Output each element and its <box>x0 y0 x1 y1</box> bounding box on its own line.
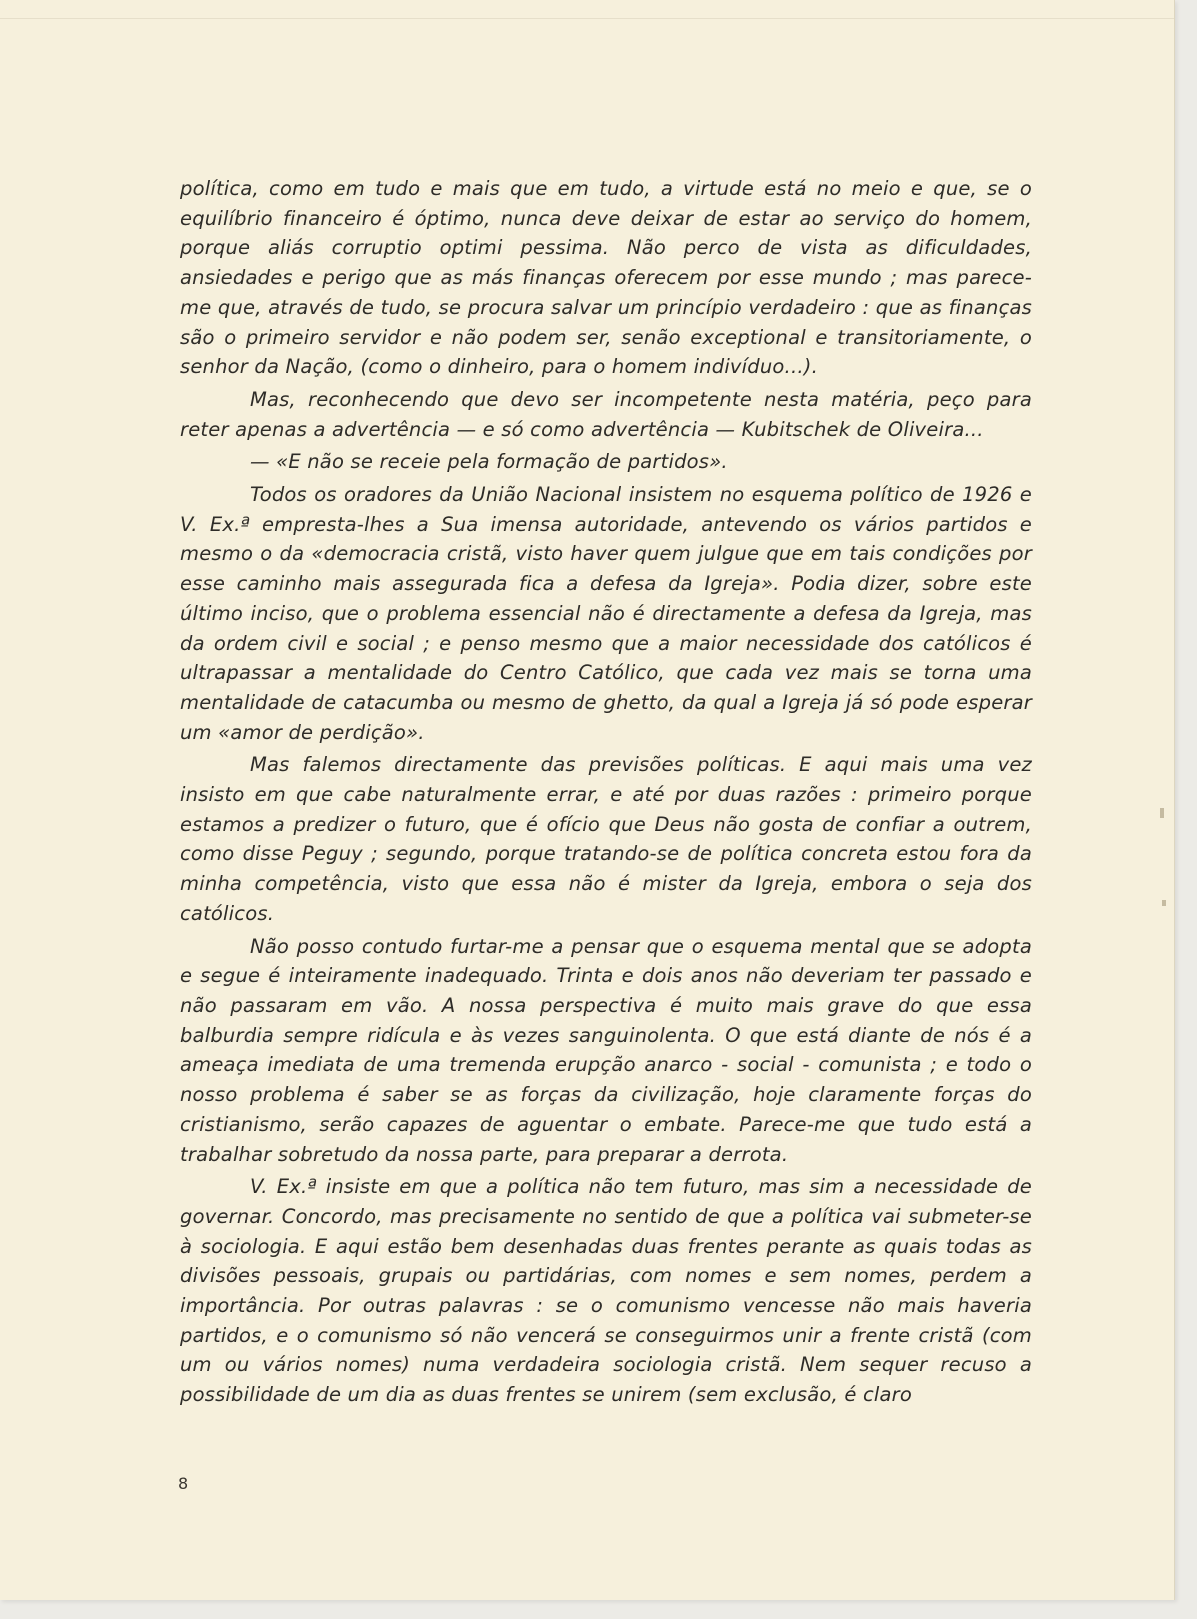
paragraph-2: Mas, reconhecendo que devo ser incompetente nesta matéria, peço para reter apenas a advertência — e só como advertência — Kubitschek de Oliveira... <box>180 387 1032 441</box>
paper-speck <box>1160 808 1164 818</box>
paragraph-6: Não posso contudo furtar-me a pensar que o esquema mental que se adopta e segue é inteiramente inadequado. Trinta e dois anos não deveriam ter passado e não passaram em vão. A nossa perspectiva é muito mais grave do que essa balburdia sempre ridícula e às vezes sanguinolenta. O que está diante de nós é a ameaça imediata de uma tremenda erupção anarco - social - comunista ; e todo o nosso problema é saber se as forças da civilização, hoje claramente forças do cristianismo, serão capazes de aguentar o embate. Parece-me que tudo está a trabalhar sobretudo da nossa parte, para preparar a derrota. <box>180 934 1032 1166</box>
page-number: 8 <box>178 1474 189 1493</box>
paragraph-4: Todos os oradores da União Nacional insistem no esquema político de 1926 e V. Ex.ª empresta-lhes a Sua imensa autoridade, antevendo os vários partidos e mesmo o da «democracia cristã, visto haver quem julgue que em tais condições por esse caminho mais assegurada fica a defesa da Igreja». Podia dizer, sobre este último inciso, que o problema essencial não é directamente a defesa da Igreja, mas da ordem civil e social ; e penso mesmo que a maior necessidade dos católicos é ultrapassar a mentalidade do Centro Católico, que cada vez mais se torna uma mentalidade de catacumba ou mesmo de ghetto, da qual a Igreja já só pode esperar um «amor de perdição». <box>180 483 1032 744</box>
paragraph-1: política, como em tudo e mais que em tudo, a virtude está no meio e que, se o equilíbrio financeiro é óptimo, nunca deve deixar de estar ao serviço do homem, porque aliás corruptio optimi pessima. Não perco de vista as dificuldades, ansiedades e perigo que as más finanças oferecem por esse mundo ; mas parece-me que, através de tudo, se procura salvar um princípio verdadeiro : que as finanças são o primeiro servidor e não podem ser, senão exceptional e transitoriamente, o senhor da Nação, (como o dinheiro, para o homem indivíduo...). <box>180 177 1032 379</box>
paper-speck <box>1162 900 1166 906</box>
paragraph-7: V. Ex.ª insiste em que a política não tem futuro, mas sim a necessidade de governar. Concordo, mas precisamente no sentido de que a política vai submeter-se à sociologia. E aqui estão bem desenhadas duas frentes perante as quais todas as divisões pessoais, grupais ou partidárias, com nomes e sem nomes, perdem a importância. Por outras palavras : se o comunismo vencesse não mais haveria partidos, e o comunismo só não vencerá se conseguirmos unir a frente cristã (com um ou vários nomes) numa verdadeira sociologia cristã. Nem sequer recuso a possibilidade de um dia as duas frentes se unirem (sem exclusão, é claro <box>180 1175 1032 1407</box>
paragraph-5: Mas falemos directamente das previsões políticas. E aqui mais uma vez insisto em que cabe naturalmente errar, e até por duas razões : primeiro porque estamos a predizer o futuro, que é ofício que Deus não gosta de confiar a outrem, como disse Peguy ; segundo, porque tratando-se de política concreta estou fora da minha competência, visto que essa não é mister da Igreja, embora o seja dos católicos. <box>180 753 1032 925</box>
paragraph-3: — «E não se receie pela formação de partidos». <box>250 450 728 474</box>
body-text <box>180 174 1032 1413</box>
page-top-edge <box>0 18 1174 19</box>
